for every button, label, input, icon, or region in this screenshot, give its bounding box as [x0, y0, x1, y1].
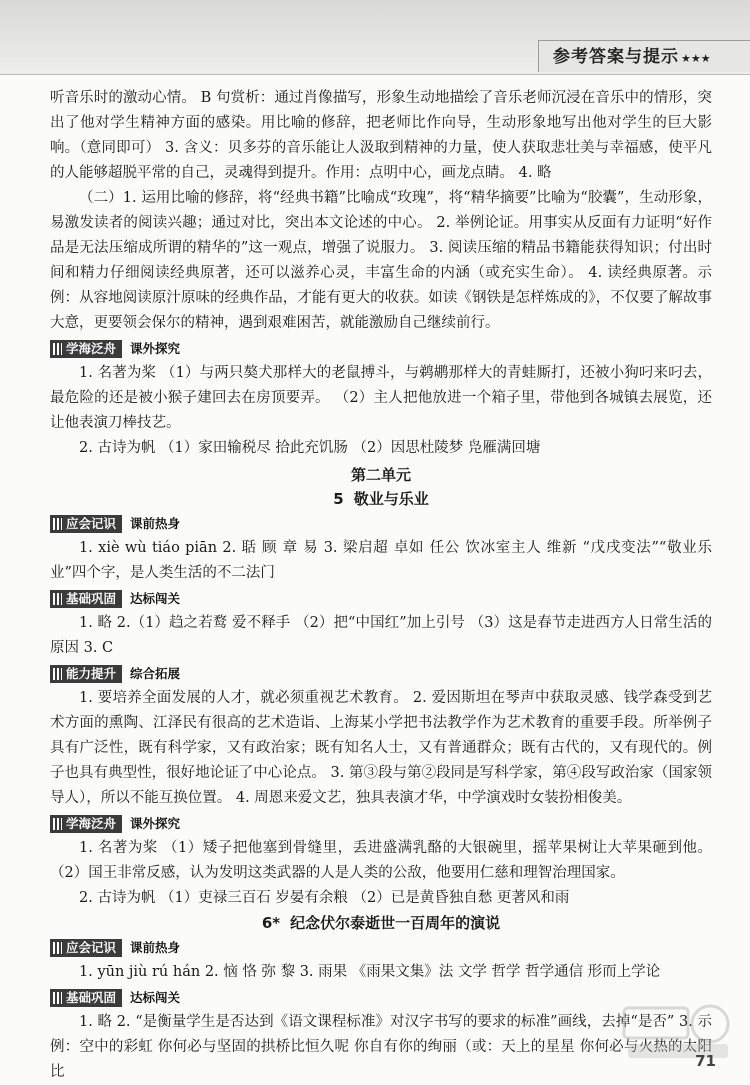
section-label	[50, 664, 712, 684]
page-header	[0, 0, 750, 75]
answer-content	[50, 86, 712, 1085]
section-label-sub: 课外探究	[130, 816, 181, 831]
section-label-sub: 达标闯关	[130, 990, 181, 1005]
answer-paragraph: 2. 古诗为帆 （1）吏禄三百石 岁晏有余粮 （2）已是黄昏独自愁 更著风和雨	[79, 890, 570, 906]
lesson-number: 5	[333, 490, 344, 508]
answer-paragraph: 1. xiè wù tiáo piān 2. 聒 顾 章 易 3. 梁启超 卓如 任公 饮冰室主人 维新 “戊戌变法”“敬业乐业”四个字，是人类生活的不二法门	[50, 540, 712, 581]
section-label	[50, 514, 712, 534]
section-label-chip: 应会记识	[50, 939, 122, 957]
section-label	[50, 814, 712, 834]
watermark-logo	[618, 1000, 736, 1062]
section-label-chip: 能力提升	[50, 665, 122, 683]
section-label-chip: 应会记识	[50, 515, 122, 533]
answer-paragraph: 1. 略 2. “是衡量学生是否达到《语文课程标准》对汉字书写的要求的标准”画线，去掉“是否” 3. 示例：空中的彩虹 你何必与坚固的拱桥比恒久呢 你自有你的绚丽（或：天上的星星 你何必与火热的太阳比	[50, 1014, 712, 1080]
unit-title: 第二单元	[350, 466, 411, 484]
answer-paragraph: 1. 名著为桨 （1）与两只獒犬那样大的老鼠搏斗，与鹈鹕那样大的青蛙厮打，还被小狗叼来叼去，最危险的还是被小猴子建回去在房顶要弄。 （2）主人把他放进一个箱子里，带他到各城镇去展览，还让他表演刀棒技艺。	[50, 365, 712, 431]
answer-paragraph: 1. 名著为桨 （1）矮子把他塞到骨缝里，丢进盛满乳酪的大银碗里，摇苹果树让大苹果砸到他。 （2）国王非常反感，认为发明这类武器的人是人类的公敌，他要用仁慈和理智治理国家。	[50, 840, 712, 881]
section-label-sub: 课前热身	[130, 940, 181, 955]
answer-paragraph: 1. 略 2.（1）趋之若鹜 爱不释手 （2）把“中国红”加上引号 （3）这是春节走进西方人日常生活的原因 3. C	[50, 615, 712, 656]
section-label-chip: 学海泛舟	[50, 340, 122, 358]
section-label	[50, 589, 712, 609]
lesson-title	[50, 487, 712, 511]
section-label-sub: 综合拓展	[130, 666, 181, 681]
section-label	[50, 339, 712, 359]
header-title-tab	[538, 40, 750, 72]
section-label-sub: 课前热身	[130, 516, 181, 531]
section-label-sub: 达标闯关	[130, 591, 181, 606]
header-stars: ★★★	[681, 52, 711, 65]
lesson-name: 敬业与乐业	[353, 490, 429, 508]
answer-paragraph: （二）1. 运用比喻的修辞，将“经典书籍”比喻成“玫瑰”，将“精华摘要”比喻为“胶囊”，生动形象，易激发读者的阅读兴趣；通过对比，突出本文论述的中心。 2. 举例论证。用事实从反面有力证明“好作品是无法压缩成所谓的精华的”这一观点，增强了说服力。 3. 阅读压缩的精品书籍能获得知识；付出时间和精力仔细阅读经典原著，还可以滋养心灵，丰富生命的内涵（或充实生命）。 4. 读经典原著。示例：从容地阅读原汁原味的经典作品，才能有更大的收获。如读《钢铁是怎样炼成的》，不仅要了解故事大意，更要领会保尔的精神，遇到艰难困苦，就能激励自己继续前行。	[50, 190, 712, 331]
header-title: 参考答案与提示	[553, 47, 679, 67]
answer-paragraph: 1. yūn jiù rú hán 2. 恼 恪 弥 黎 3. 雨果 《雨果文集》法 文学 哲学 哲学通信 形而上学论	[79, 964, 661, 980]
page-number: 71	[695, 1052, 716, 1070]
section-label-chip: 基础巩固	[50, 590, 122, 608]
answer-paragraph: 2. 古诗为帆 （1）家田输税尽 拾此充饥肠 （2）因思杜陵梦 凫雁满回塘	[79, 440, 541, 456]
section-label-chip: 学海泛舟	[50, 815, 122, 833]
section-label-chip: 基础巩固	[50, 989, 122, 1007]
section-label	[50, 988, 712, 1008]
lesson-name: 纪念伏尔泰逝世一百周年的演说	[290, 914, 501, 932]
answer-paragraph: 听音乐时的激动心情。 B 句赏析：通过肖像描写，形象生动地描绘了音乐老师沉浸在音乐中的情形，突出了他对学生精神方面的感染。用比喻的修辞，把老师比作向导，生动形象地写出他对学生的巨大影响。（意同即可） 3. 含义：贝多芬的音乐能让人汲取到精神的力量，使人获取悲壮美与幸福感，使平凡的人能够超脱平常的自己，灵魂得到提升。作用：点明中心，画龙点睛。 4. 略	[50, 90, 712, 181]
section-label-sub: 课外探究	[130, 341, 181, 356]
lesson-number: 6*	[261, 914, 281, 932]
lesson-title	[50, 911, 712, 935]
section-label	[50, 938, 712, 958]
answer-paragraph: 1. 要培养全面发展的人才，就必须重视艺术教育。 2. 爱因斯坦在琴声中获取灵感、钱学森受到艺术方面的熏陶、江泽民有很高的艺术造诣、上海某小学把书法教学作为艺术教育的重要手段。所举例子具有广泛性，既有科学家，又有政治家；既有知名人士，又有普通群众；既有古代的，又有现代的。例子也具有典型性，很好地论证了中心论点。 3. 第③段与第②段同是写科学家，第④段写政治家（国家领导人），所以不能互换位置。 4. 周恩来爱文艺，独具表演才华，中学演戏时女装扮相俊美。	[50, 690, 712, 806]
